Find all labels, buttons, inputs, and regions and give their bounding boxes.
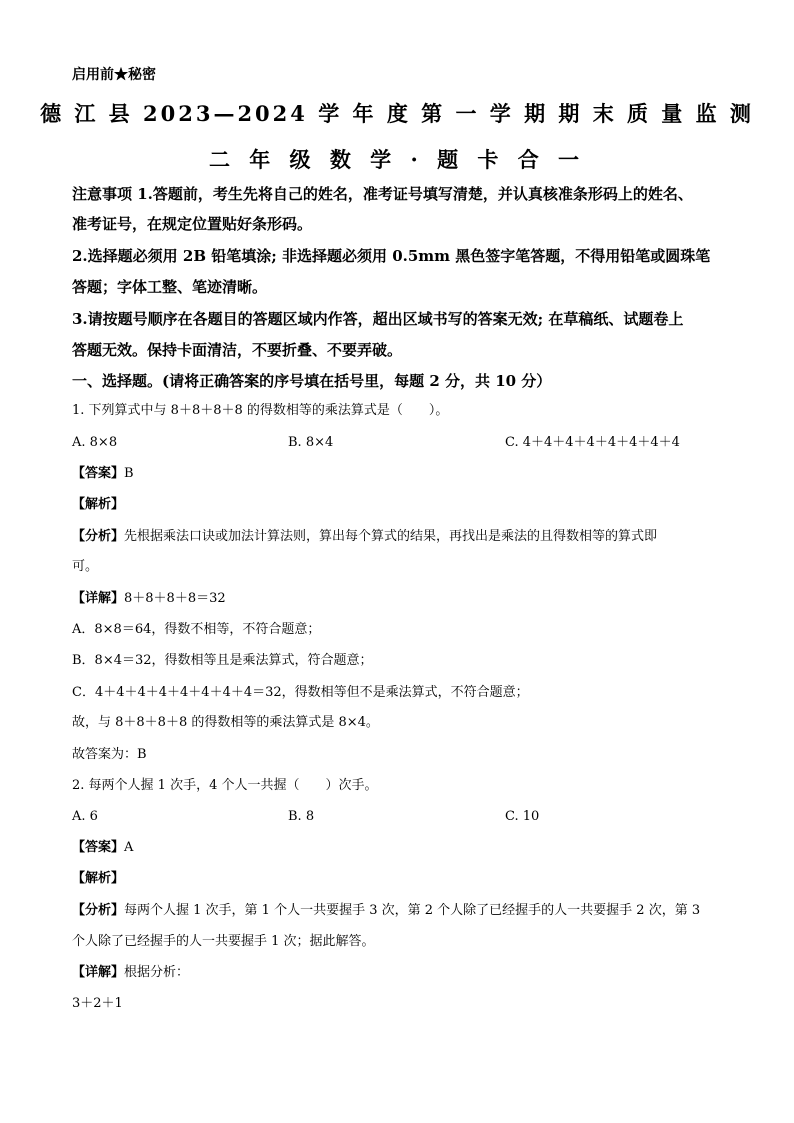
question-2-fenxi-line-1 (72, 902, 700, 920)
question-2-option-c: C. 10 (505, 809, 540, 824)
notice-line-3: 2.选择题必须用 2B 铅笔填涂; 非选择题必须用 0.5mm 黑色签字笔答题，不得用铅笔或圆珠笔 (72, 247, 711, 265)
exam-title: 德 江 县 2023—2024 学 年 度 第 一 学 期 期 末 质 量 监 测 (40, 101, 754, 126)
question-1-fenxi-line-2: 可。 (72, 559, 99, 574)
answer-tag: 【答案】 (72, 466, 125, 481)
question-2-detail (72, 964, 189, 982)
question-1-detail (72, 590, 226, 608)
question-2-calc: 3＋2＋1 (72, 996, 123, 1011)
detail-tag: 【详解】 (72, 965, 125, 980)
question-2-option-b: B. 8 (288, 809, 315, 824)
question-1-line-a: A．8×8＝64，得数不相等，不符合题意； (72, 622, 321, 637)
question-2-option-a: A. 6 (72, 809, 98, 824)
question-1-stem: 1. 下列算式中与 8＋8＋8＋8 的得数相等的乘法算式是（ ）。 (72, 403, 449, 418)
question-1-analysis (72, 496, 124, 514)
question-2-analysis (72, 870, 124, 888)
notice-line-4: 答题；字体工整、笔迹清晰。 (72, 278, 268, 296)
question-1-option-b: B. 8×4 (288, 435, 334, 450)
question-1-conclusion: 故，与 8＋8＋8＋8 的得数相等的乘法算式是 8×4。 (72, 715, 379, 730)
notice-line-5: 3.请按题号顺序在各题目的答题区域内作答，超出区域书写的答案无效; 在草稿纸、试题卷上 (72, 310, 684, 328)
answer-value: B (124, 466, 134, 481)
section-heading: 一、选择题。(请将正确答案的序号填在括号里，每题 2 分，共 10 分） (72, 372, 552, 390)
fenxi-tag: 【分析】 (72, 529, 125, 544)
answer-tag: 【答案】 (72, 840, 125, 855)
question-1-option-a: A. 8×8 (72, 435, 118, 450)
fenxi-text: 每两个人握 1 次手，第 1 个人一共要握手 3 次，第 2 个人除了已经握手的人一共要握手 2 次，第 3 (124, 903, 701, 918)
notice-line-2: 准考证号，在规定位置贴好条形码。 (72, 215, 313, 233)
confidential-label: 启用前★秘密 (72, 67, 156, 83)
exam-subtitle: 二 年 级 数 学 · 题 卡 合 一 (208, 147, 586, 172)
question-1-line-c: C．4＋4＋4＋4＋4＋4＋4＋4＝32，得数相等但不是乘法算式，不符合题意； (72, 685, 529, 700)
question-1-fenxi-line-1 (72, 528, 657, 546)
notice-line-6: 答题无效。保持卡面清洁，不要折叠、不要弄破。 (72, 341, 403, 359)
detail-text: 根据分析： (124, 965, 190, 980)
detail-text: 8＋8＋8＋8＝32 (124, 591, 226, 606)
answer-value: A (124, 840, 134, 855)
question-1-line-b: B．8×4＝32，得数相等且是乘法算式，符合题意； (72, 653, 373, 668)
notice-line-1: 注意事项 1.答题前，考生先将自己的姓名，准考证号填写清楚，并认真核准条形码上的姓名、 (72, 185, 693, 203)
analysis-tag: 【解析】 (72, 497, 125, 512)
fenxi-text: 先根据乘法口诀或加法计算法则，算出每个算式的结果，再找出是乘法的且得数相等的算式即 (124, 529, 658, 544)
detail-tag: 【详解】 (72, 591, 125, 606)
question-1-option-c: C. 4＋4＋4＋4＋4＋4＋4＋4 (505, 435, 680, 450)
fenxi-tag: 【分析】 (72, 903, 125, 918)
question-1-final: 故答案为：B (72, 747, 147, 762)
analysis-tag: 【解析】 (72, 871, 125, 886)
question-2-fenxi-line-2: 个人除了已经握手的人一共要握手 1 次；据此解答。 (72, 934, 375, 949)
question-1-answer (72, 465, 134, 483)
question-2-stem: 2. 每两个人握 1 次手，4 个人一共握（ ）次手。 (72, 778, 378, 793)
question-2-answer (72, 839, 133, 857)
